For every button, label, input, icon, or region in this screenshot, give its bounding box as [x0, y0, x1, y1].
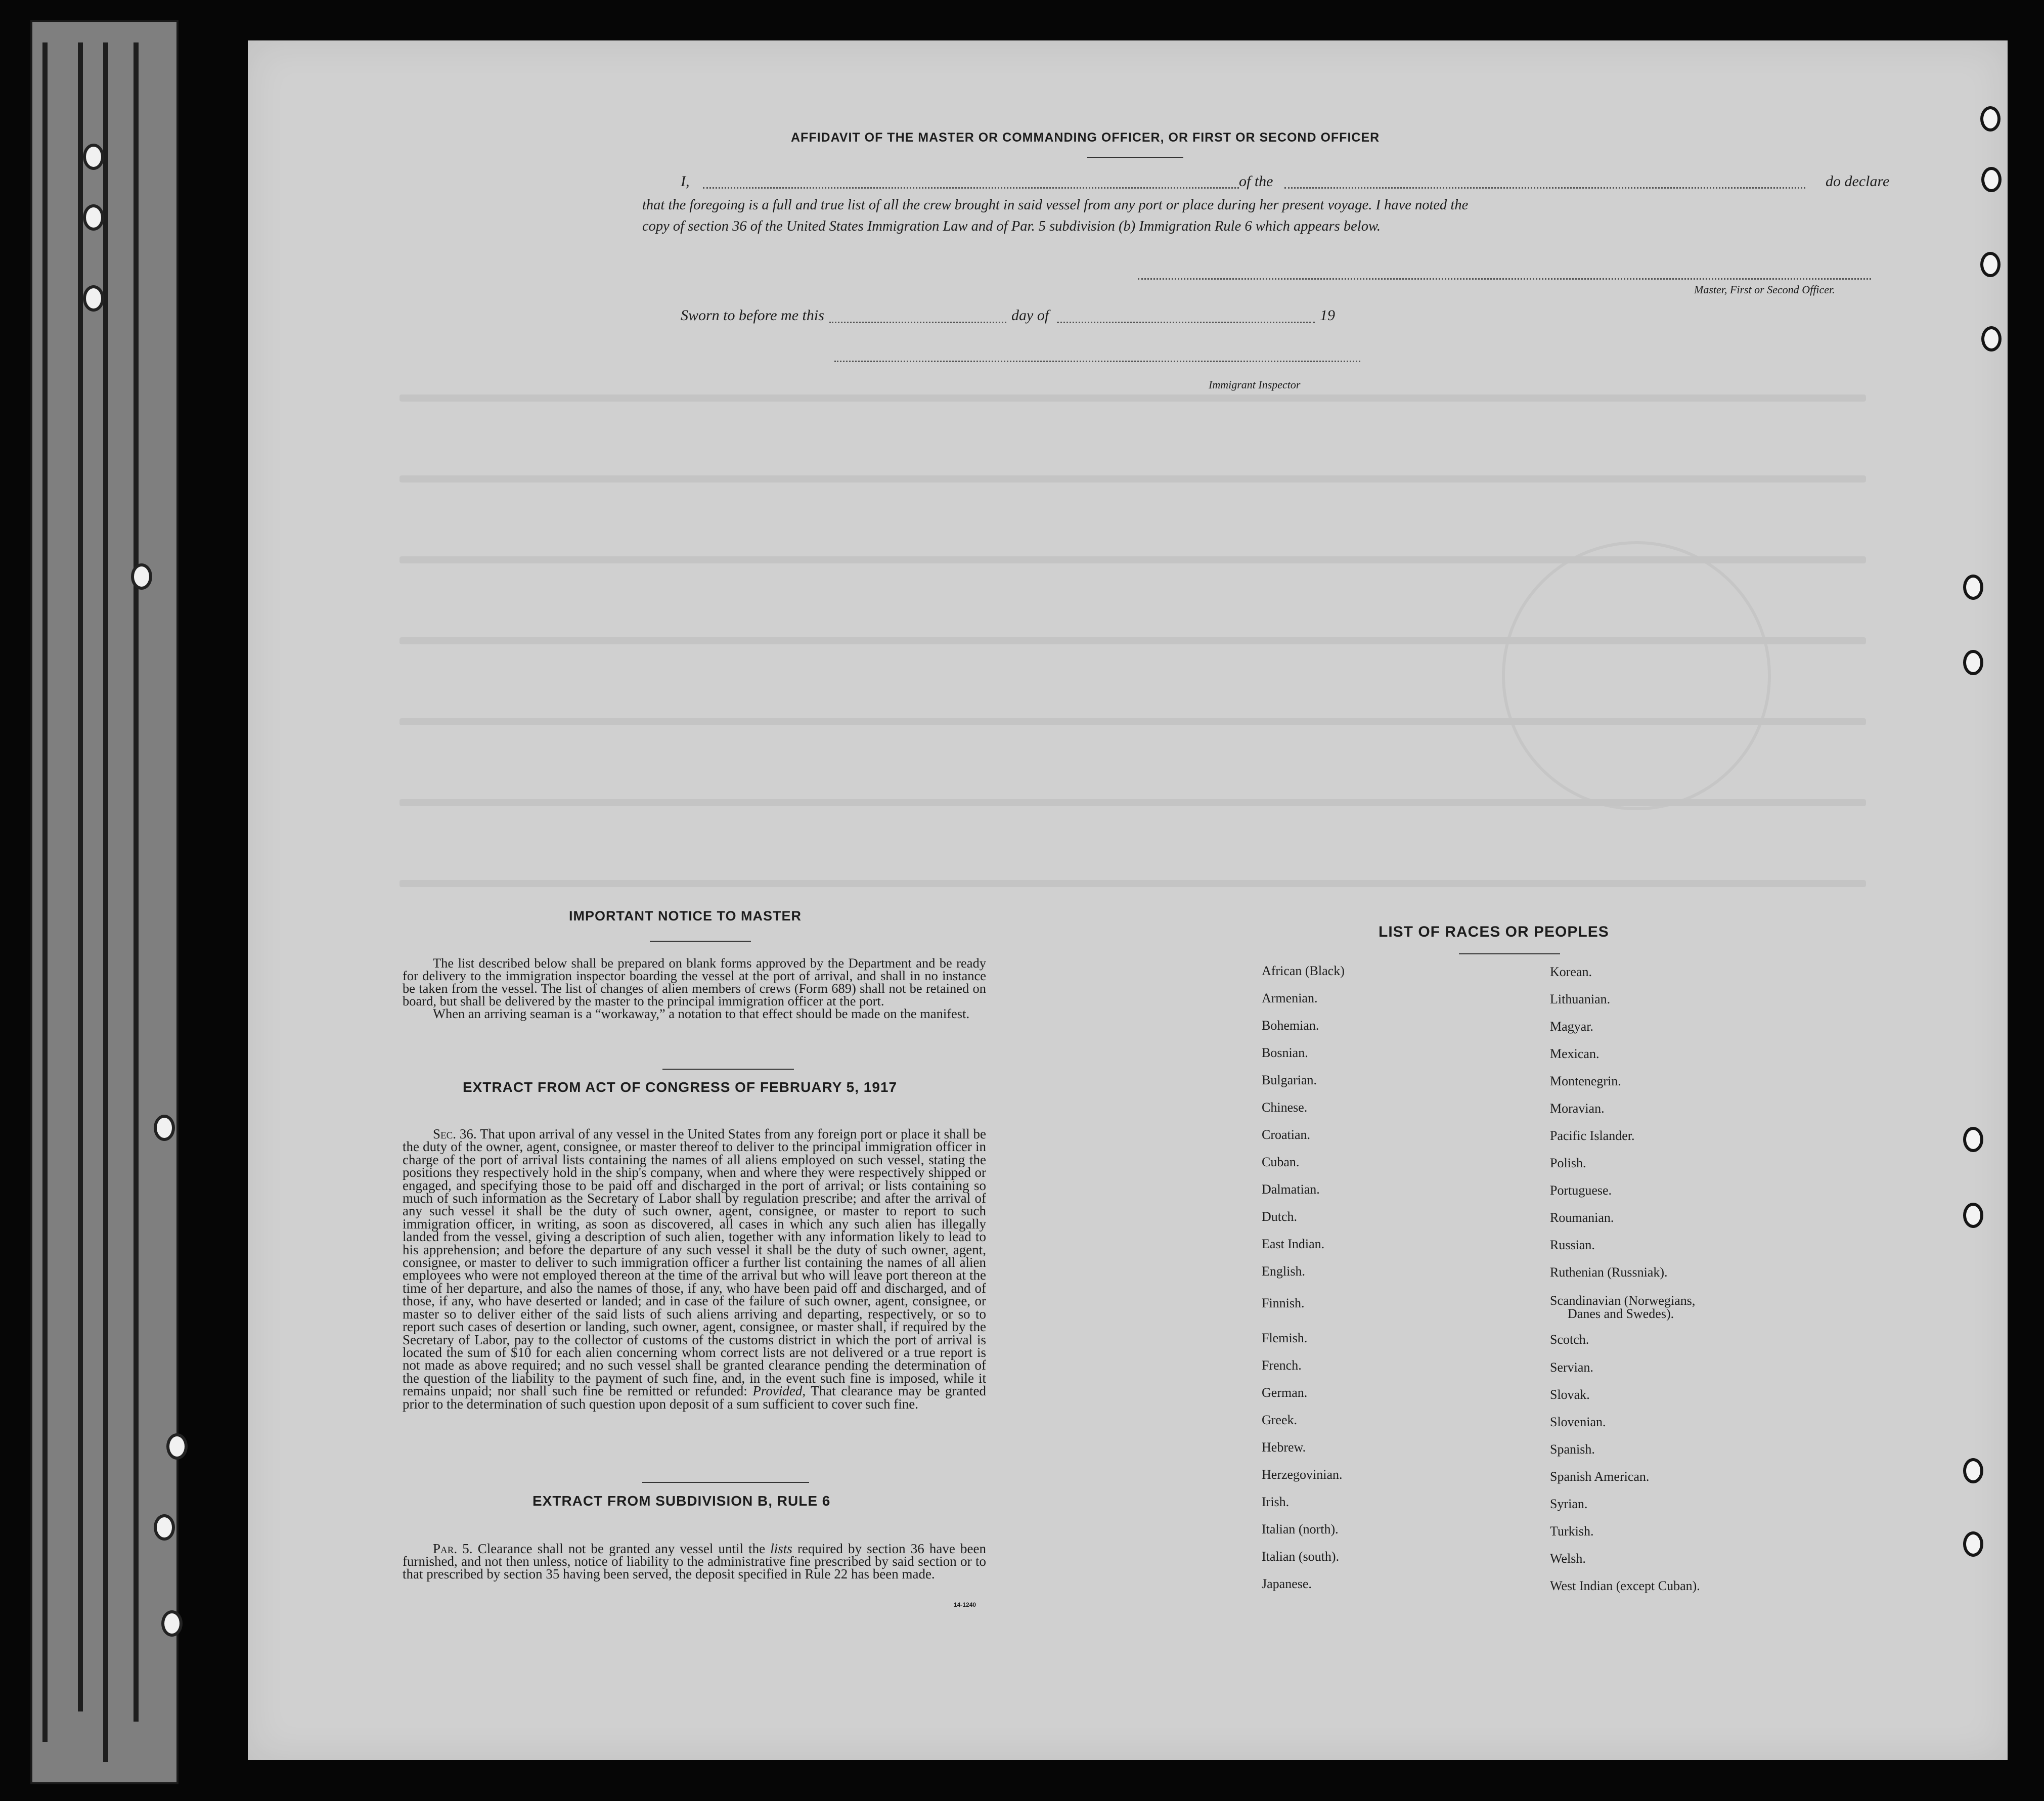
race-item: Dalmatian.	[1262, 1182, 1320, 1197]
act-title: EXTRACT FROM ACT OF CONGRESS OF FEBRUARY 5, 1917	[463, 1079, 898, 1095]
rule-6-text	[403, 1543, 986, 1580]
race-item: Portuguese.	[1550, 1183, 1612, 1198]
binder-hole	[131, 563, 152, 590]
par-lists: lists	[770, 1541, 792, 1556]
race-item: Ruthenian (Russniak).	[1550, 1265, 1668, 1280]
vessel-blank[interactable]	[1284, 187, 1805, 189]
page-edge-line	[42, 42, 48, 1742]
page-edge-line	[134, 42, 139, 1722]
inspector-label: Immigrant Inspector	[1209, 378, 1301, 391]
officer-signature-label: Master, First or Second Officer.	[1694, 283, 1835, 296]
binder-hole	[1981, 326, 2002, 352]
bleed-row	[399, 637, 1866, 644]
races-title: LIST OF RACES OR PEOPLES	[1379, 924, 1609, 940]
affidavit-line-3: copy of section 36 of the United States Immigration Law and of Par. 5 subdivision (b) Immigration Rule 6 which appears below.	[642, 218, 1381, 234]
binder-hole	[1963, 1127, 1983, 1152]
race-item: Welsh.	[1550, 1551, 1586, 1566]
race-item: Scotch.	[1550, 1332, 1589, 1347]
section-label: Sec. 36.	[433, 1126, 477, 1141]
faint-stamp-circle	[1502, 541, 1771, 810]
affidavit-of-the: of the	[1239, 173, 1273, 190]
binder-hole	[1963, 575, 1983, 600]
notice-rule	[650, 941, 751, 942]
race-item: Finnish.	[1262, 1296, 1305, 1310]
section-body: That upon arrival of any vessel in the United States from any foreign port or place it shall be the duty of the owner, agent, consignee, or master thereof to deliver to the principal immigration officer in charge of the port of arrival lists containing the names of all aliens employed on such vessel, stating the positions they respectively hold in the ship's company, when and where they were respectively shipped or engaged, and specifying those to be paid off and discharged in the port of arrival; or lists containing so much of such information as the Secretary of Labor shall by regulation prescribe; and after the arrival of any such vessel it shall be the duty of such owner, agent, consignee, or master to report to such immigration officer, in writing, as soon as discovered, all cases in which any such alien has illegally landed from the vessel, giving a description of such alien, together with any information likely to lead to his apprehension; and before the departure of any such vessel it shall be the duty of such owner, agent, consignee, or master to deliver to such immigration officer a further list containing the names of all alien employees who were not employed thereon at the time of the arrival but who will leave port thereon at the time of her departure, and also the names of those, if any, who have been paid off and discharged, and of those, if any, who have deserted or landed; and in case of the failure of such owner, agent, consignee, or master so to deliver either of the said lists of such aliens arriving and departing, respectively, or so to report such cases of desertion or landing, such owner, agent, consignee, or master shall, if required by the Secretary of Labor, pay to the collector of customs of the customs district in which the port of arrival is located the sum of $10 for each alien concerning whom correct lists are not delivered or a true report is not made as above required; and no such vessel shall be granted clearance pending the determination of the question of the liability to the payment of such fine, and, in the event such fine is imposed, while it remains unpaid; nor shall such fine be remitted or refunded:	[403, 1126, 986, 1399]
sworn-day-of: day of	[1011, 307, 1049, 324]
race-item: Italian (south).	[1262, 1549, 1340, 1564]
race-item: Chinese.	[1262, 1100, 1308, 1115]
race-item: Slovak.	[1550, 1387, 1590, 1402]
section-provided: Provided,	[752, 1383, 806, 1399]
affidavit-line-2: that the foregoing is a full and true list of all the crew brought in said vessel from any port or place during her present voyage. I have noted the	[642, 197, 1469, 213]
binder-hole	[1980, 106, 2001, 131]
race-item: Korean.	[1550, 964, 1592, 979]
bleed-row	[399, 394, 1866, 402]
race-item: Pacific Islander.	[1550, 1128, 1635, 1143]
form-number: 14-1240	[954, 1601, 976, 1608]
race-item: Cuban.	[1262, 1155, 1300, 1169]
sworn-year: 19	[1320, 307, 1335, 324]
binder-hole	[83, 144, 104, 170]
rule-6-title: EXTRACT FROM SUBDIVISION B, RULE 6	[532, 1493, 831, 1509]
race-item: Herzegovinian.	[1262, 1467, 1343, 1482]
affidavit-do-declare: do declare	[1826, 173, 1890, 190]
sworn-month-blank[interactable]	[1057, 322, 1315, 323]
page-edge-line	[78, 42, 83, 1711]
race-item: Polish.	[1550, 1156, 1586, 1170]
race-item: Hebrew.	[1262, 1440, 1306, 1455]
section-36-text	[403, 1128, 986, 1411]
binder-hole	[83, 204, 104, 231]
bleed-row	[399, 880, 1866, 887]
race-item: African (Black)	[1262, 963, 1345, 978]
race-item: Bulgarian.	[1262, 1073, 1317, 1087]
races-rule	[1459, 953, 1560, 954]
race-item: Scandinavian (Norwegians,	[1550, 1293, 1696, 1308]
notice-body	[403, 957, 986, 1020]
race-item: Greek.	[1262, 1413, 1298, 1427]
race-item: Lithuanian.	[1550, 992, 1611, 1006]
binder-hole	[166, 1433, 188, 1460]
bleed-row	[399, 556, 1866, 563]
section-rule	[662, 1069, 794, 1070]
sworn-label: Sworn to before me this	[681, 307, 824, 324]
race-item: Moravian.	[1550, 1101, 1605, 1116]
par-text-b: required by section 36 have been furnished, and not then unless, notice of liability to the administrative fine prescribed by said section or to that prescribed by section 35 having been served, the deposit specified in Rule 22 has been made.	[403, 1541, 986, 1582]
binder-hole	[1980, 252, 2001, 277]
rule-separator	[642, 1482, 809, 1483]
race-item: Irish.	[1262, 1495, 1290, 1509]
binder-hole	[1963, 1203, 1983, 1228]
race-item: Roumanian.	[1550, 1210, 1614, 1225]
name-blank[interactable]	[703, 187, 1239, 189]
race-item: Italian (north).	[1262, 1522, 1339, 1536]
binder-hole	[1963, 1458, 1983, 1483]
race-item: Bosnian.	[1262, 1045, 1308, 1060]
race-item: Montenegrin.	[1550, 1074, 1621, 1088]
binder-hole	[161, 1610, 183, 1637]
binder-hole	[154, 1514, 175, 1541]
binder-hole	[1963, 1531, 1983, 1557]
inspector-signature-blank[interactable]	[834, 361, 1360, 362]
race-item: Danes and Swedes).	[1568, 1306, 1674, 1321]
binder-hole	[1981, 167, 2002, 192]
race-item: Slovenian.	[1550, 1415, 1606, 1429]
race-item: East Indian.	[1262, 1237, 1325, 1251]
bleed-row	[399, 799, 1866, 806]
title-rule	[1087, 157, 1183, 158]
race-item: French.	[1262, 1358, 1302, 1373]
par-label: Par. 5.	[433, 1541, 473, 1556]
folded-page-edge	[30, 20, 179, 1784]
binder-hole	[1963, 650, 1983, 675]
binder-hole	[154, 1115, 175, 1141]
race-item: German.	[1262, 1385, 1308, 1400]
race-item: Armenian.	[1262, 991, 1318, 1005]
race-item: Spanish.	[1550, 1442, 1595, 1457]
race-item: Syrian.	[1550, 1497, 1588, 1511]
section-tail: That clearance may be granted prior to the determination of such question upon deposit of a sum sufficient to cover such fine.	[403, 1383, 986, 1412]
race-item: Russian.	[1550, 1238, 1595, 1252]
par-text-a: Clearance shall not be granted any vessel until the	[477, 1541, 766, 1556]
race-item: Turkish.	[1550, 1524, 1594, 1539]
race-item: Servian.	[1550, 1360, 1593, 1375]
bleed-through-background	[248, 40, 2008, 1760]
race-item: Bohemian.	[1262, 1018, 1319, 1033]
race-item: Flemish.	[1262, 1331, 1308, 1345]
race-item: Dutch.	[1262, 1209, 1298, 1224]
race-item: Mexican.	[1550, 1046, 1599, 1061]
bleed-row	[399, 718, 1866, 725]
sworn-date-blank[interactable]	[829, 322, 1006, 323]
document-page	[248, 40, 2008, 1760]
notice-paragraph-1: The list described below shall be prepared on blank forms approved by the Department and be ready for delivery to the immigration inspector boarding the vessel at the port of arrival, and shall in no instance be taken from the vessel. The list of changes of alien members of crews (Form 689) shall not be retained on board, but shall be delivered by the master to the principal immigration officer at the port.	[403, 955, 986, 1008]
bleed-row	[399, 475, 1866, 482]
affidavit-title: AFFIDAVIT OF THE MASTER OR COMMANDING OFFICER, OR FIRST OR SECOND OFFICER	[791, 130, 1380, 145]
notice-title: IMPORTANT NOTICE TO MASTER	[569, 908, 802, 924]
race-item: English.	[1262, 1264, 1305, 1279]
race-item: Magyar.	[1550, 1019, 1593, 1034]
affidavit-i: I,	[681, 173, 690, 190]
binder-hole	[83, 285, 104, 312]
race-item: West Indian (except Cuban).	[1550, 1578, 1700, 1593]
race-item: Japanese.	[1262, 1576, 1312, 1591]
race-item: Croatian.	[1262, 1127, 1311, 1142]
race-item: Spanish American.	[1550, 1469, 1650, 1484]
officer-signature-blank[interactable]	[1138, 278, 1871, 280]
notice-paragraph-2: When an arriving seaman is a “workaway,” a notation to that effect should be made on the manifest.	[433, 1006, 970, 1021]
